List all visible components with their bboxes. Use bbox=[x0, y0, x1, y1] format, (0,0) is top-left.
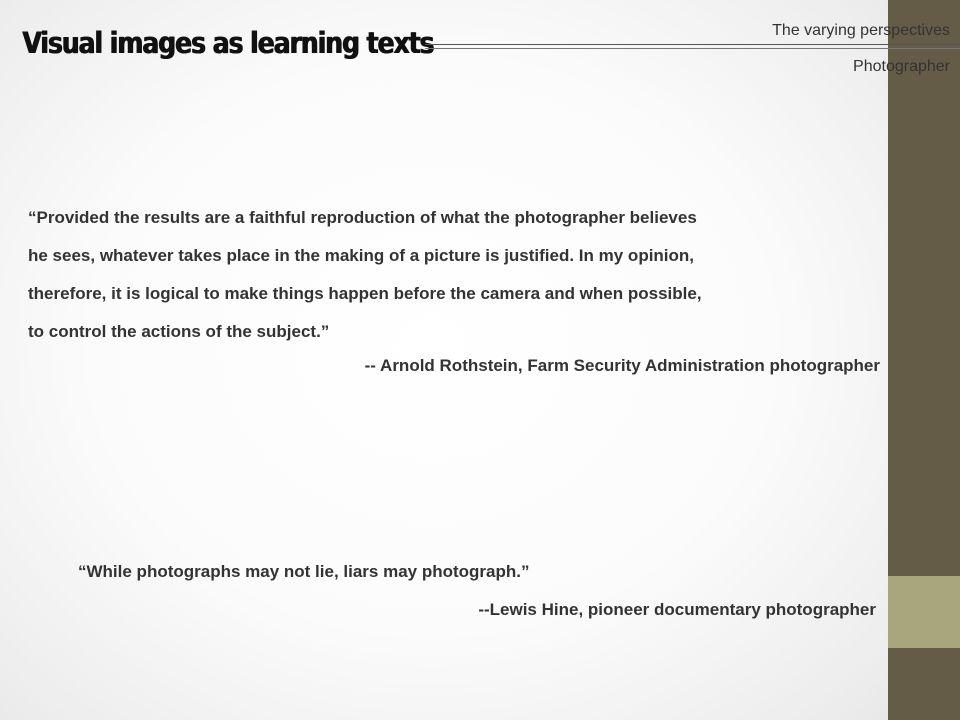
slide-title: Visual images as learning texts bbox=[22, 26, 434, 61]
title-rule bbox=[425, 44, 960, 45]
subsection-label: Photographer bbox=[853, 58, 950, 75]
section-label: The varying perspectives bbox=[772, 22, 950, 39]
side-decoration-accent bbox=[888, 576, 960, 648]
quote-rothstein bbox=[28, 199, 888, 351]
quote-line: therefore, it is logical to make things happen before the camera and when possible, bbox=[28, 284, 702, 303]
quote-line: he sees, whatever takes place in the making of a picture is justified. In my opinion, bbox=[28, 246, 695, 265]
quote-line: to control the actions of the subject.” bbox=[28, 322, 330, 341]
quote-rothstein-attribution: -- Arnold Rothstein, Farm Security Administration photographer bbox=[364, 356, 880, 375]
quote-hine: “While photographs may not lie, liars may photograph.” bbox=[78, 562, 530, 581]
quote-line: “Provided the results are a faithful reproduction of what the photographer believes bbox=[28, 208, 697, 227]
quote-hine-attribution: --Lewis Hine, pioneer documentary photographer bbox=[478, 600, 876, 619]
title-rule-secondary bbox=[425, 48, 960, 49]
